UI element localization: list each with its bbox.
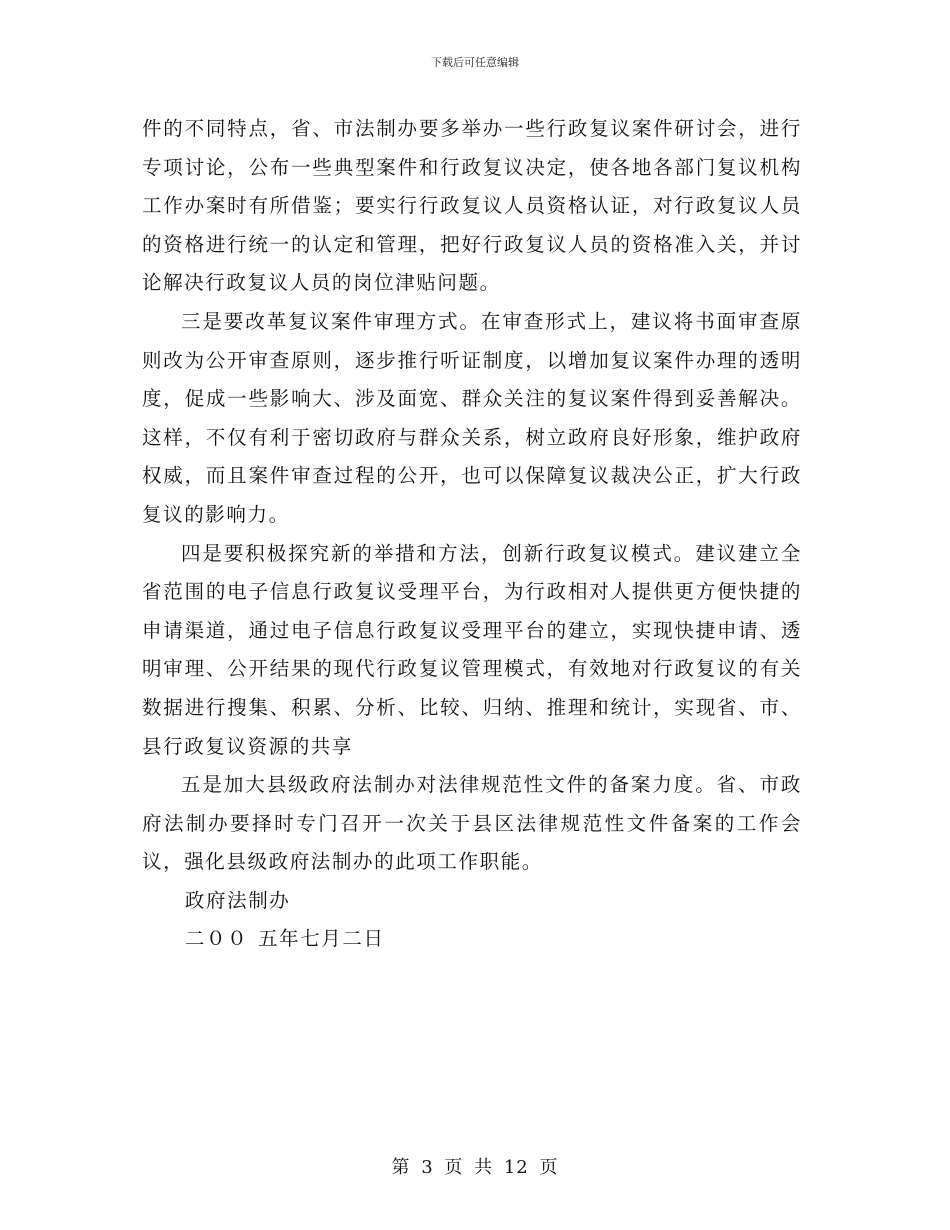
paragraph-continuation: 件的不同特点，省、市法制办要多举办一些行政复议案件研讨会，进行专项讨论，公布一些典型案件和行政复议决定，使各地各部门复议机构工作办案时有所借鉴；要实行行政复议人员资格认证，对行政复议人员的资格进行统一的认定和管理，把好行政复议人员的资格准入关，并讨论解决行政复议人员的岗位津贴问题。 — [142, 117, 802, 295]
document-body — [142, 110, 802, 959]
header-note: 下载后可任意编辑 — [431, 56, 519, 69]
page-number-footer: 第 3 页 共 12 页 — [391, 1157, 559, 1178]
signature: 政府法制办 — [184, 888, 291, 912]
paragraph-three: 三是要改革复议案件审理方式。在审查形式上，建议将书面审查原则改为公开审查原则，逐步推行听证制度，以增加复议案件办理的透明度，促成一些影响大、涉及面宽、群众关注的复议案件得到妥善解决。这样，不仅有利于密切政府与群众关系，树立政府良好形象，维护政府权威，而且案件审查过程的公开，也可以保障复议裁决公正，扩大行政复议的影响力。 — [142, 309, 802, 526]
document-date: 二００ 五年七月二日 — [184, 927, 385, 951]
paragraph-five: 五是加大县级政府法制办对法律规范性文件的备案力度。省、市政府法制办要择时专门召开一次关于县区法律规范性文件备案的工作会议，强化县级政府法制办的此项工作职能。 — [142, 773, 802, 874]
paragraph-four: 四是要积极探究新的举措和方法，创新行政复议模式。建议建立全省范围的电子信息行政复议受理平台，为行政相对人提供更方便快捷的申请渠道，通过电子信息行政复议受理平台的建立，实现快捷申请、透明审理、公开结果的现代行政复议管理模式，有效地对行政复议的有关数据进行搜集、积累、分析、比较、归纳、推理和统计，实现省、市、县行政复议资源的共享 — [142, 541, 802, 758]
